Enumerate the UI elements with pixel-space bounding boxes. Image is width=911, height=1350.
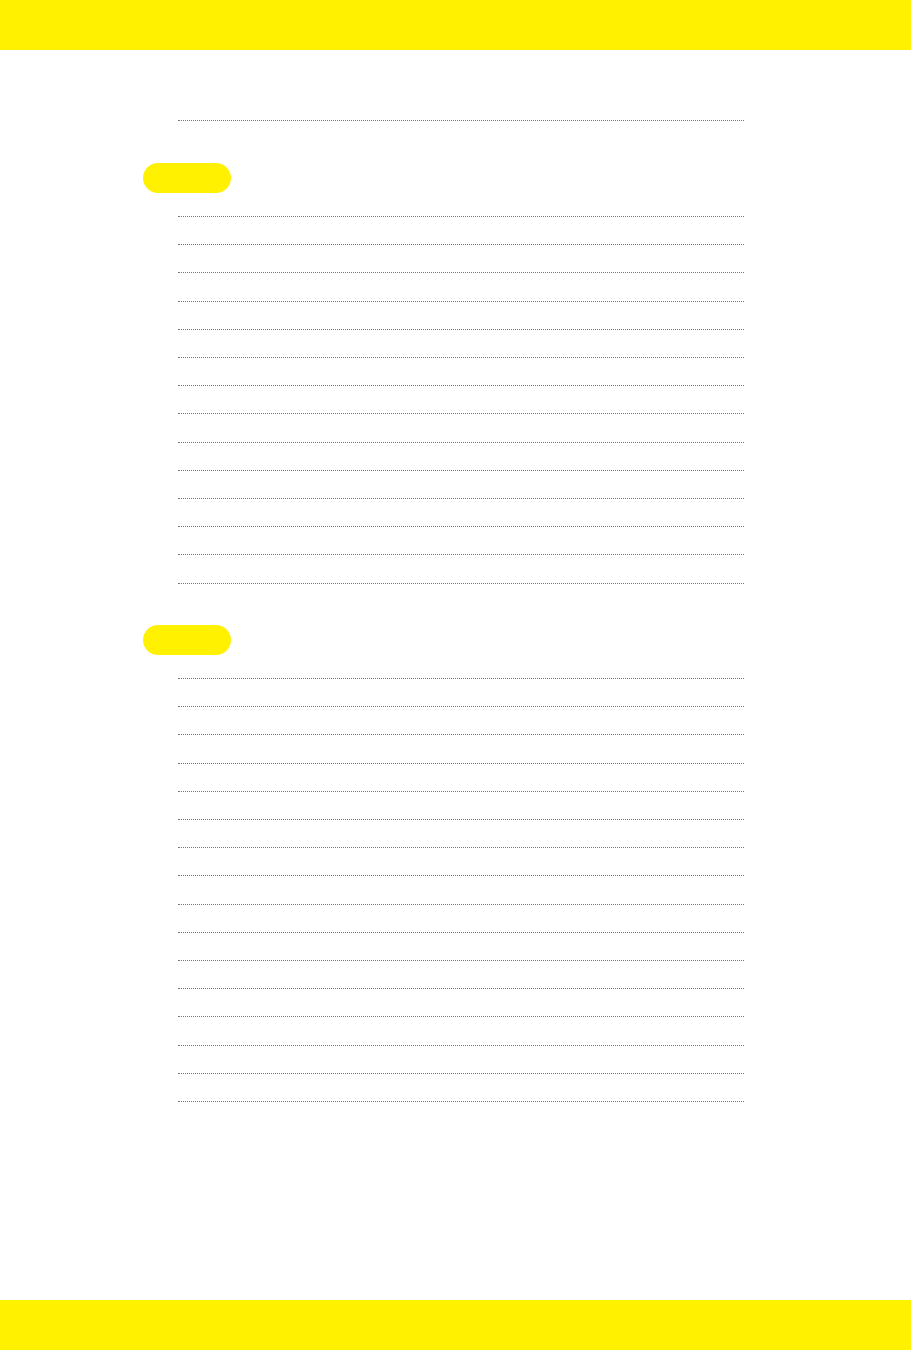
dotted-leader bbox=[178, 498, 744, 499]
dotted-leader bbox=[178, 734, 744, 735]
dotted-leader bbox=[178, 120, 744, 121]
dotted-leader bbox=[178, 301, 744, 302]
toc-entry-83[interactable] bbox=[143, 660, 778, 684]
toc-entry-85[interactable] bbox=[143, 716, 778, 740]
toc-entry-96[interactable] bbox=[143, 1027, 778, 1051]
dotted-leader bbox=[178, 272, 744, 273]
dotted-leader bbox=[178, 1101, 744, 1102]
dotted-leader bbox=[178, 583, 744, 584]
toc-entry-81[interactable] bbox=[143, 536, 778, 560]
toc-entry-91[interactable] bbox=[143, 886, 778, 910]
toc-entry-72[interactable] bbox=[143, 283, 778, 307]
dotted-leader bbox=[178, 960, 744, 961]
toc-entry-75[interactable] bbox=[143, 367, 778, 391]
dotted-leader bbox=[178, 554, 744, 555]
toc-entry-71[interactable] bbox=[143, 254, 778, 278]
dotted-leader bbox=[178, 470, 744, 471]
dotted-leader bbox=[178, 791, 744, 792]
top-yellow-band bbox=[0, 0, 911, 50]
toc-entry-69[interactable] bbox=[143, 198, 778, 222]
dotted-leader bbox=[178, 442, 744, 443]
dotted-leader bbox=[178, 1016, 744, 1017]
dotted-leader bbox=[178, 244, 744, 245]
toc-entry-89[interactable] bbox=[143, 829, 778, 853]
toc-entry-94[interactable] bbox=[143, 970, 778, 994]
dotted-leader bbox=[178, 385, 744, 386]
toc-entry-74[interactable] bbox=[143, 339, 778, 363]
dotted-leader bbox=[178, 357, 744, 358]
toc-entry-77[interactable] bbox=[143, 424, 778, 448]
toc-entry-88[interactable] bbox=[143, 801, 778, 825]
dotted-leader bbox=[178, 819, 744, 820]
toc-entry-97[interactable] bbox=[143, 1055, 778, 1079]
dotted-leader bbox=[178, 763, 744, 764]
level-6-heading bbox=[143, 161, 778, 195]
toc-entry-68[interactable] bbox=[143, 102, 778, 126]
toc-entry-78[interactable] bbox=[143, 452, 778, 476]
toc-entry-84[interactable] bbox=[143, 688, 778, 712]
toc-entry-95[interactable] bbox=[143, 998, 778, 1022]
dotted-leader bbox=[178, 706, 744, 707]
level-7-heading bbox=[143, 623, 778, 657]
toc-entry-90[interactable] bbox=[143, 857, 778, 881]
toc-entry-92[interactable] bbox=[143, 914, 778, 938]
dotted-leader bbox=[178, 932, 744, 933]
toc-entry-76[interactable] bbox=[143, 395, 778, 419]
level-badge bbox=[143, 163, 231, 193]
dotted-leader bbox=[178, 216, 744, 217]
dotted-leader bbox=[178, 678, 744, 679]
level-badge bbox=[143, 625, 231, 655]
dotted-leader bbox=[178, 1073, 744, 1074]
dotted-leader bbox=[178, 988, 744, 989]
dotted-leader bbox=[178, 847, 744, 848]
toc-entry-80[interactable] bbox=[143, 508, 778, 532]
dotted-leader bbox=[178, 1045, 744, 1046]
toc-entry-79[interactable] bbox=[143, 480, 778, 504]
toc-entry-93[interactable] bbox=[143, 942, 778, 966]
toc-entry-86[interactable] bbox=[143, 745, 778, 769]
toc-entry-98[interactable] bbox=[143, 1083, 778, 1107]
dotted-leader bbox=[178, 413, 744, 414]
toc-entry-70[interactable] bbox=[143, 226, 778, 250]
toc-entry-73[interactable] bbox=[143, 311, 778, 335]
toc-entry-82[interactable] bbox=[143, 565, 778, 589]
dotted-leader bbox=[178, 904, 744, 905]
bottom-yellow-band bbox=[0, 1300, 911, 1350]
toc-entry-87[interactable] bbox=[143, 773, 778, 797]
dotted-leader bbox=[178, 329, 744, 330]
dotted-leader bbox=[178, 526, 744, 527]
dotted-leader bbox=[178, 875, 744, 876]
